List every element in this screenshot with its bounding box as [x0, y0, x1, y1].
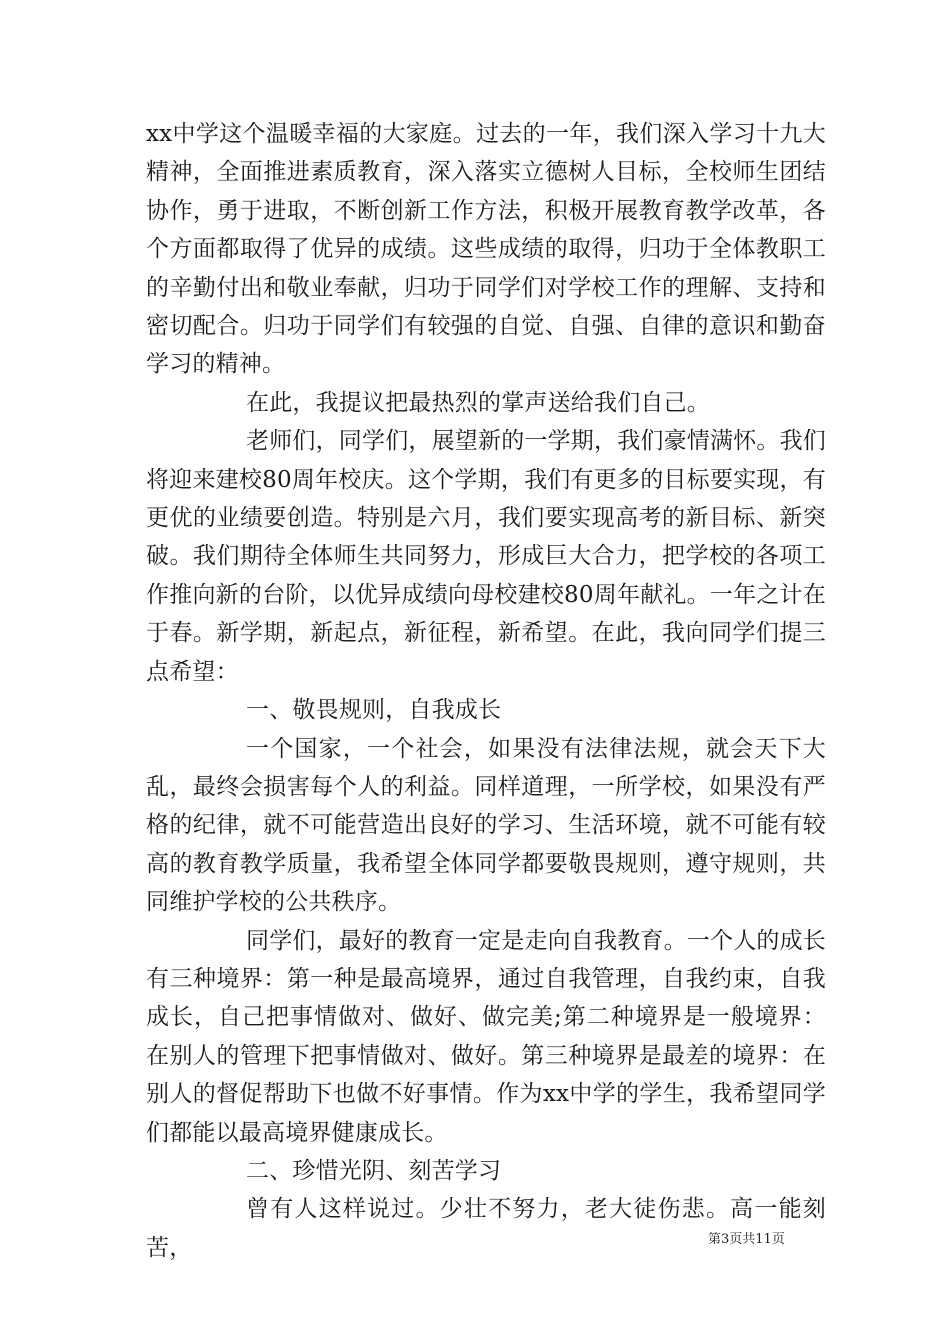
heading-respect-rules: 一、敬畏规则，自我成长	[246, 697, 502, 724]
page-number-footer: 第3页共11页	[708, 1232, 785, 1247]
paragraph-applause: 在此，我提议把最热烈的掌声送给我们自己。	[246, 389, 710, 416]
paragraph-achievements: xx中学这个温暖幸福的大家庭。过去的一年，我们深入学习十九大精神，全面推进素质教育，深入落实立德树人目标，全校师生团结协作，勇于进取，不断创新工作方法，积极开展教育教学改革，各个方面都取得了优异的成绩。这些成绩的取得，归功于全体教职工的辛勤付出和敬业奉献，归功于同学们对学校工作的理解、支持和密切配合。归功于同学们有较强的自觉、自强、自律的意识和勤奋学习的精神。	[146, 121, 826, 378]
heading-cherish-time: 二、珍惜光阴、刻苦学习	[246, 1157, 502, 1184]
document-body	[146, 115, 826, 1267]
paragraph-study-hard: 曾有人这样说过。少壮不努力，老大徒伤悲。高一能刻苦，	[146, 1196, 826, 1261]
paragraph-new-semester: 老师们，同学们，展望新的一学期，我们豪情满怀。我们将迎来建校80周年校庆。这个学期，我们有更多的目标要实现，有更优的业绩要创造。特别是六月，我们要实现高考的新目标、新突破。我们期待全体师生共同努力，形成巨大合力，把学校的各项工作推向新的台阶，以优异成绩向母校建校80周年献礼。一年之计在于春。新学期，新起点，新征程，新希望。在此，我向同学们提三点希望：	[146, 428, 826, 685]
paragraph-self-education: 同学们，最好的教育一定是走向自我教育。一个人的成长有三种境界：第一种是最高境界，通过自我管理，自我约束，自我成长，自己把事情做对、做好、做完美;第二种境界是一般境界：在别人的管理下把事情做对、做好。第三种境界是最差的境界：在别人的督促帮助下也做不好事情。作为xx中学的学生，我希望同学们都能以最高境界健康成长。	[146, 927, 826, 1146]
paragraph-rules: 一个国家，一个社会，如果没有法律法规，就会天下大乱，最终会损害每个人的利益。同样道理，一所学校，如果没有严格的纪律，就不可能营造出良好的学习、生活环境，就不可能有较高的教育教学质量，我希望全体同学都要敬畏规则，遵守规则，共同维护学校的公共秩序。	[146, 735, 826, 916]
